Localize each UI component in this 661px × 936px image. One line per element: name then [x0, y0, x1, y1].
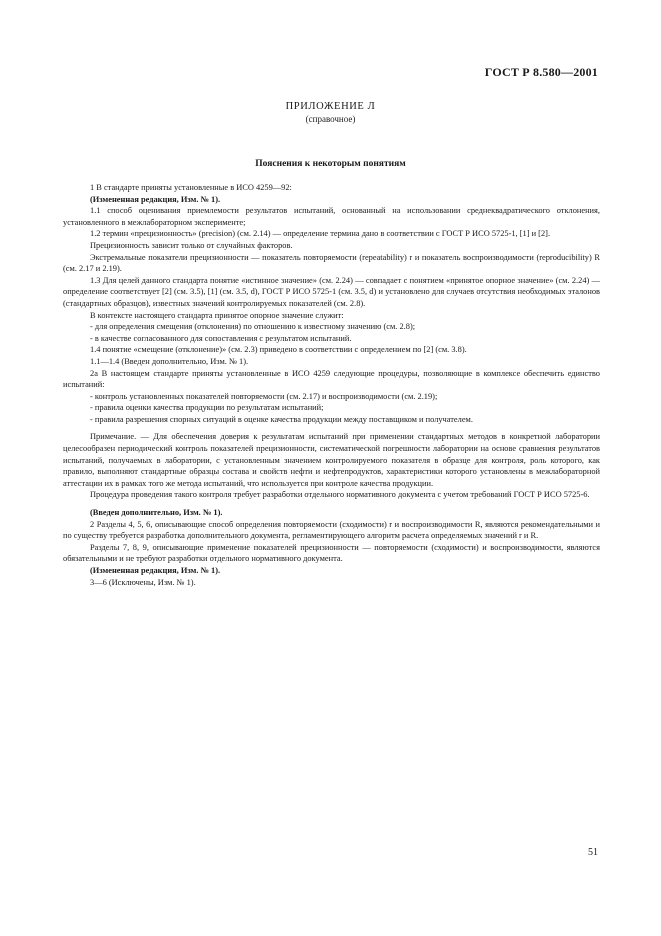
- paragraph: - контроль установленных показателей повторяемости (см. 2.17) и воспроизводимости (см. 2.19);: [90, 391, 438, 401]
- paragraph: (Измененная редакция, Изм. № 1).: [90, 566, 221, 575]
- section-title: Пояснения к некоторым понятиям: [255, 159, 406, 169]
- paragraph: 1 В стандарте приняты установленные в ИСО 4259—92:: [90, 183, 292, 192]
- paragraph: 2а В настоящем стандарте приняты установленные в ИСО 4259 следующие процедуры, позволяющие в комплексе обеспечить единство испытаний:: [63, 368, 600, 390]
- paragraph: 3—6 (Исключены, Изм. № 1).: [90, 577, 196, 587]
- paragraph: 1.2 термин «прецизионность» (precision) (см. 2.14) — определение термина дано в соответствии с ГОСТ Р ИСО 5725-1, [1] и [2].: [90, 229, 551, 239]
- page-number: 51: [588, 847, 598, 858]
- paragraph: Экстремальные показатели прецизионности — показатель повторяемости (repeatability) r и показатель воспроизводимости (reproducibility) R (см. 2.17 и 2.19).: [63, 252, 600, 274]
- standard-header: ГОСТ Р 8.580—2001: [484, 65, 598, 79]
- paragraph: (Введен дополнительно, Изм. № 1).: [90, 508, 223, 518]
- paragraph: В контексте настоящего стандарта принятое опорное значение служит:: [90, 310, 344, 320]
- appendix-subtitle: (справочное): [305, 114, 356, 124]
- paragraph: 1.1—1.4 (Введен дополнительно, Изм. № 1).: [90, 356, 249, 366]
- paragraph: Примечание. — Для обеспечения доверия к результатам испытаний при применении стандартных методов в конкретной лаборатории целесообразен периодический контроль показателей прецизионности, систематической погрешности лаборатории на основе сравнения результатов испытаний, получаемых в лаборатории, с установленным значением контролируемого показателя в образце для контроля, роль которого, как правило, выполняют стандартные образцы состава и свойств нефти и нефтепродуктов, характеристики которого установлены в межлабораторной аттестации их в рамках того же метода испытаний, что используется при контроле качества продукции.: [63, 432, 600, 488]
- paragraph: 1.3 Для целей данного стандарта понятие «истинное значение» (см. 2.24) — совпадает с понятием «принятое опорное значение» (см. 2.24) — определение соответствует [2] (см. 3.5), [1] (см. 3.5, d), ГОСТ Р ИСО 5725-1 (см. 3.5, d) и установлено для случаев отсутствия необходимых эталонов (стандартных образцов), известных значений контролируемых показателей (см. 2.8).: [63, 275, 600, 308]
- paragraph: (Измененная редакция, Изм. № 1).: [90, 194, 221, 204]
- paragraph: 1.4 понятие «смещение (отклонение)» (см. 2.3) приведено в соответствии с определением по [2] (см. 3.8).: [90, 345, 467, 355]
- paragraph: 2 Разделы 4, 5, 6, описывающие способ определения повторяемости (сходимости) r и воспроизводимости R, являются рекомендательными и по существу требуется разработка дополнительного документа, регламентирующего алгоритм расчета определяемых значений r и R.: [63, 519, 600, 541]
- paragraph: Разделы 7, 8, 9, описывающие применение показателей прецизионности — повторяемости (сходимости) и воспроизводимости, являются обязательными и не требуют разработки отдельного нормативного документа.: [63, 542, 600, 564]
- paragraph: - для определения смещения (отклонения) по отношению к известному значению (см. 2.8);: [90, 322, 416, 332]
- paragraph: 1.1 способ оценивания приемлемости результатов испытаний, основанный на использовании среднеквадратического отклонения, установленного в межлабораторном эксперименте;: [63, 206, 600, 227]
- paragraph: Процедура проведения такого контроля требует разработки отдельного нормативного документа с учетом требований ГОСТ Р ИСО 5725-6.: [90, 490, 590, 500]
- appendix-title: ПРИЛОЖЕНИЕ Л: [285, 101, 376, 112]
- paragraph: - правила разрешения спорных ситуаций в оценке качества продукции между поставщиком и получателем.: [90, 414, 473, 424]
- paragraph: Прецизионность зависит только от случайных факторов.: [90, 240, 293, 250]
- paragraph: - в качестве согласованного для сопоставления с результатом испытаний.: [90, 333, 352, 343]
- body-text: [63, 182, 600, 588]
- paragraph: - правила оценки качества продукции по результатам испытаний;: [90, 403, 324, 413]
